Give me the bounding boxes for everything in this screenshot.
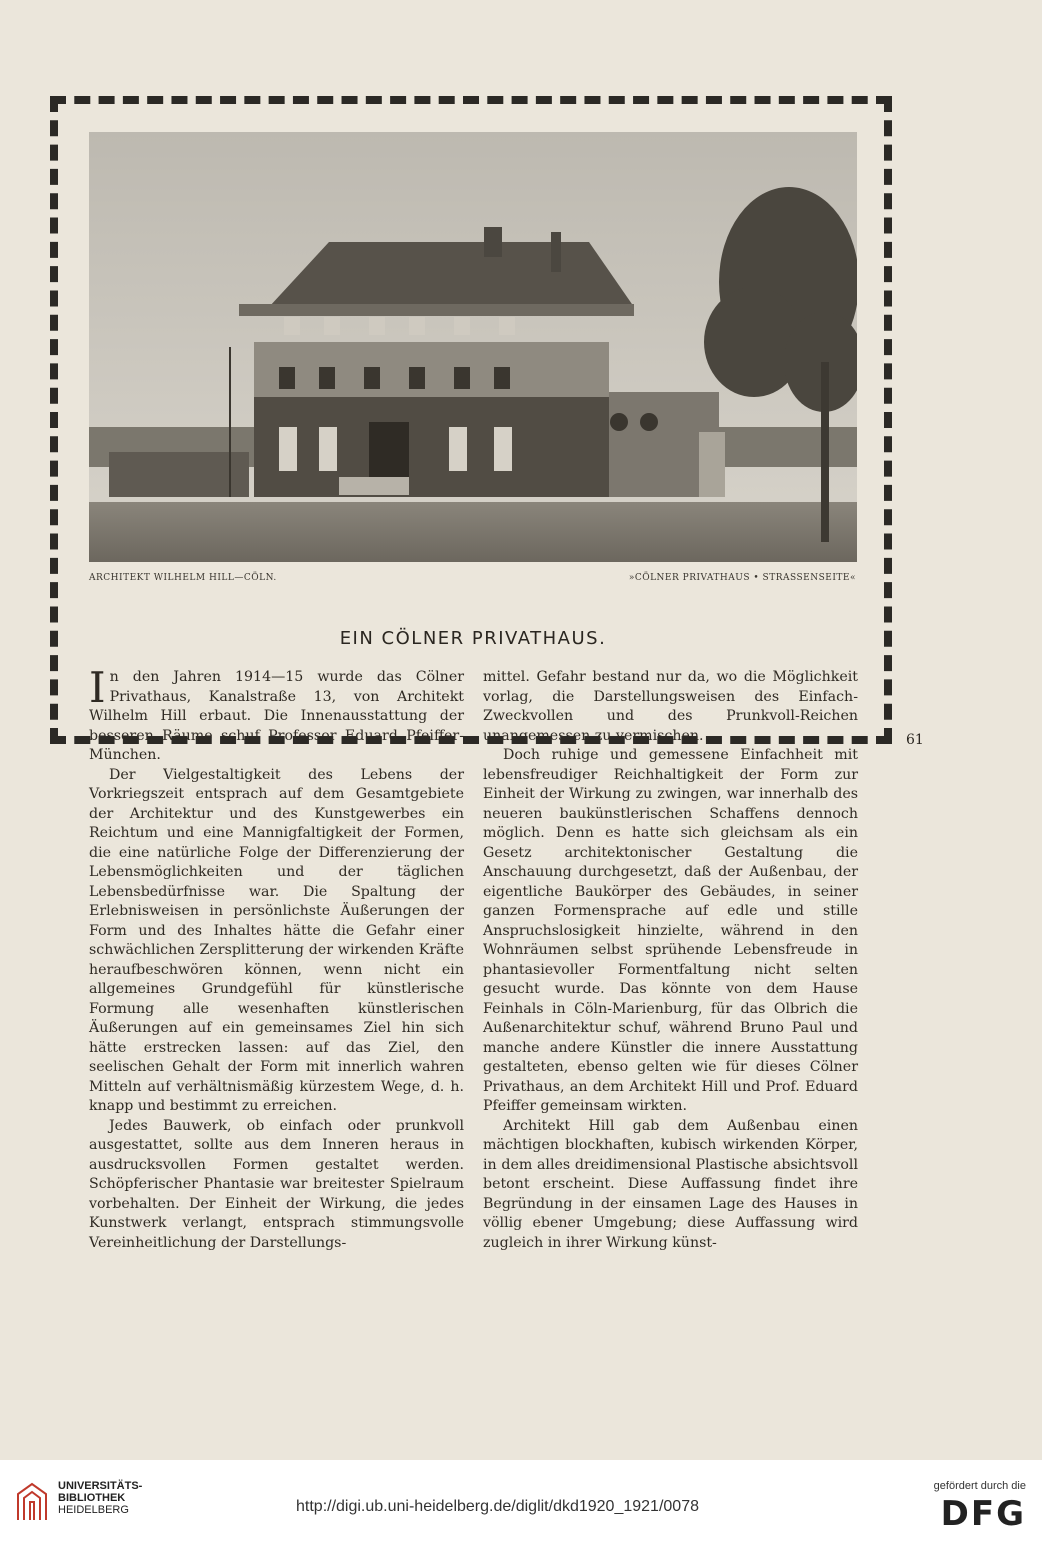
paragraph: mittel. Gefahr bestand nur da, wo die Möglichkeit vorlag, die Darstellungsweisen des Einfach-Zweckvollen und des Prunkvoll-Reichen unangemessen zu vermischen.	[483, 669, 858, 744]
chimney-left	[484, 227, 502, 257]
paragraph: Jedes Bauwerk, ob einfach oder prunkvoll ausgestattet, sollte aus dem Inneren heraus in ausdrucksvollen Formen gestaltet werden. Schöpferischer Phantasie war breitester Spielraum vorbehalten. Der Einheit der Wirkung, die jedes Kunstwerk verlangt, entsprach stimmungsvolle Vereinheitlichung der Darstellungs-	[89, 1117, 464, 1251]
page-number: 61	[906, 732, 924, 748]
tree-trunk	[821, 362, 829, 542]
chimney-right	[551, 232, 561, 272]
entrance	[369, 422, 409, 477]
digital-library-footer	[0, 1460, 1042, 1550]
house-photo-illustration	[89, 132, 857, 562]
source-url-link[interactable]: http://digi.ub.uni-heidelberg.de/diglit/dkd1920_1921/0078	[296, 1498, 699, 1515]
paragraph: Architekt Hill gab dem Außenbau einen mächtigen blockhaften, kubisch wirkenden Körper, in dem alles dreidimensional Plastische absichtsvoll betont erscheint. Diese Auffassung findet ihre Begründung in der einsamen Lage des Hauses in völlig ebener Umgebung; diese Auffassung wird zugleich in ihrer Wirkung künst-	[483, 1117, 858, 1251]
drop-cap: I	[89, 663, 106, 712]
article-column-right	[483, 668, 858, 1251]
paragraph: In den Jahren 1914—15 wurde das Cölner Privathaus, Kanalstraße 13, von Architekt Wilhelm Hill erbaut. Die Innenausstattung der besseren Räume schuf Professor Eduard Pfeiffer-München.	[89, 663, 464, 763]
photo-caption-title: »CÖLNER PRIVATHAUS • STRASSENSEITE«	[628, 573, 856, 583]
ground	[89, 502, 857, 562]
article-title: EIN CÖLNER PRIVATHAUS.	[339, 628, 607, 649]
gate-pillar	[699, 432, 725, 497]
flagpole	[229, 347, 231, 497]
university-name: UNIVERSITÄTS- BIBLIOTHEK HEIDELBERG	[58, 1480, 143, 1516]
roof-cornice	[239, 304, 634, 316]
round-window-1	[610, 413, 628, 431]
university-logo-icon	[14, 1480, 50, 1524]
garden-wall	[109, 452, 249, 497]
ivy-cover	[254, 397, 609, 497]
round-window-2	[640, 413, 658, 431]
dfg-logo: DFG	[940, 1494, 1026, 1534]
funded-by-label: gefördert durch die	[933, 1480, 1026, 1492]
entrance-steps	[339, 477, 409, 495]
roof	[269, 242, 634, 307]
photo-caption-architect: ARCHITEKT WILHELM HILL—CÖLN.	[89, 573, 277, 583]
paragraph: Doch ruhige und gemessene Einfachheit mit lebensfreudiger Reichhaltigkeit der Form zur Einheit der Wirkung zu zwingen, war innerhalb des neueren baukünstlerischen Schaffens dennoch möglich. Denn es hatte sich gleichsam als ein Gesetz architektonischer Gestaltung die Anschauung durchgesetzt, daß der Außenbau, der eigentliche Baukörper des Gebäudes, in seiner ganzen Formensprache auf edle und stille Anspruchslosigkeit hinzielte, während in den Wohnräumen selbst sprühende Lebensfreude in phantasievoller Formentfaltung nicht selten gesucht wurde. Das könnte von dem Hause Feinhals in Cöln-Marienburg, für das Olbrich die Außenarchitektur schuf, während Bruno Paul und manche andere Künstler die innere Ausstattung gestalteten, ebenso gelten wie für dieses Cölner Privathaus, an dem Architekt Hill und Prof. Eduard Pfeiffer gemeinsam wirkten.	[483, 747, 858, 1114]
house-photograph	[89, 132, 857, 562]
paragraph: Der Vielgestaltigkeit des Lebens der Vorkriegszeit entsprach auf dem Gesamtgebiete der Architektur und des Kunstgewerbes ein Reichtum und eine Mannigfaltigkeit der Formen, die eine natürliche Folge der Differenzierung der Lebensmöglichkeiten und der täglichen Lebensbedürfnisse war. Die Spaltung der Erlebnisweisen in persönlichste Äußerungen der Form und des Inhaltes hätte die Gefahr einer schwächlichen Zersplitterung der wirkenden Kräfte heraufbeschwören können, wenn nicht ein allgemeines Grundgefühl für künstlerische Formung alle wesenhaften künstlerischen Äußerungen auf ein gemeinsames Ziel hin sich hätte erstrecken lassen: auf das Ziel, den seelischen Gehalt der Form mit innerlich wahren Mitteln auf verhältnismäßig kürzestem Wege, d. h. knapp und bestimmt zu erreichen.	[89, 766, 464, 1114]
article-column-left	[89, 663, 464, 1251]
